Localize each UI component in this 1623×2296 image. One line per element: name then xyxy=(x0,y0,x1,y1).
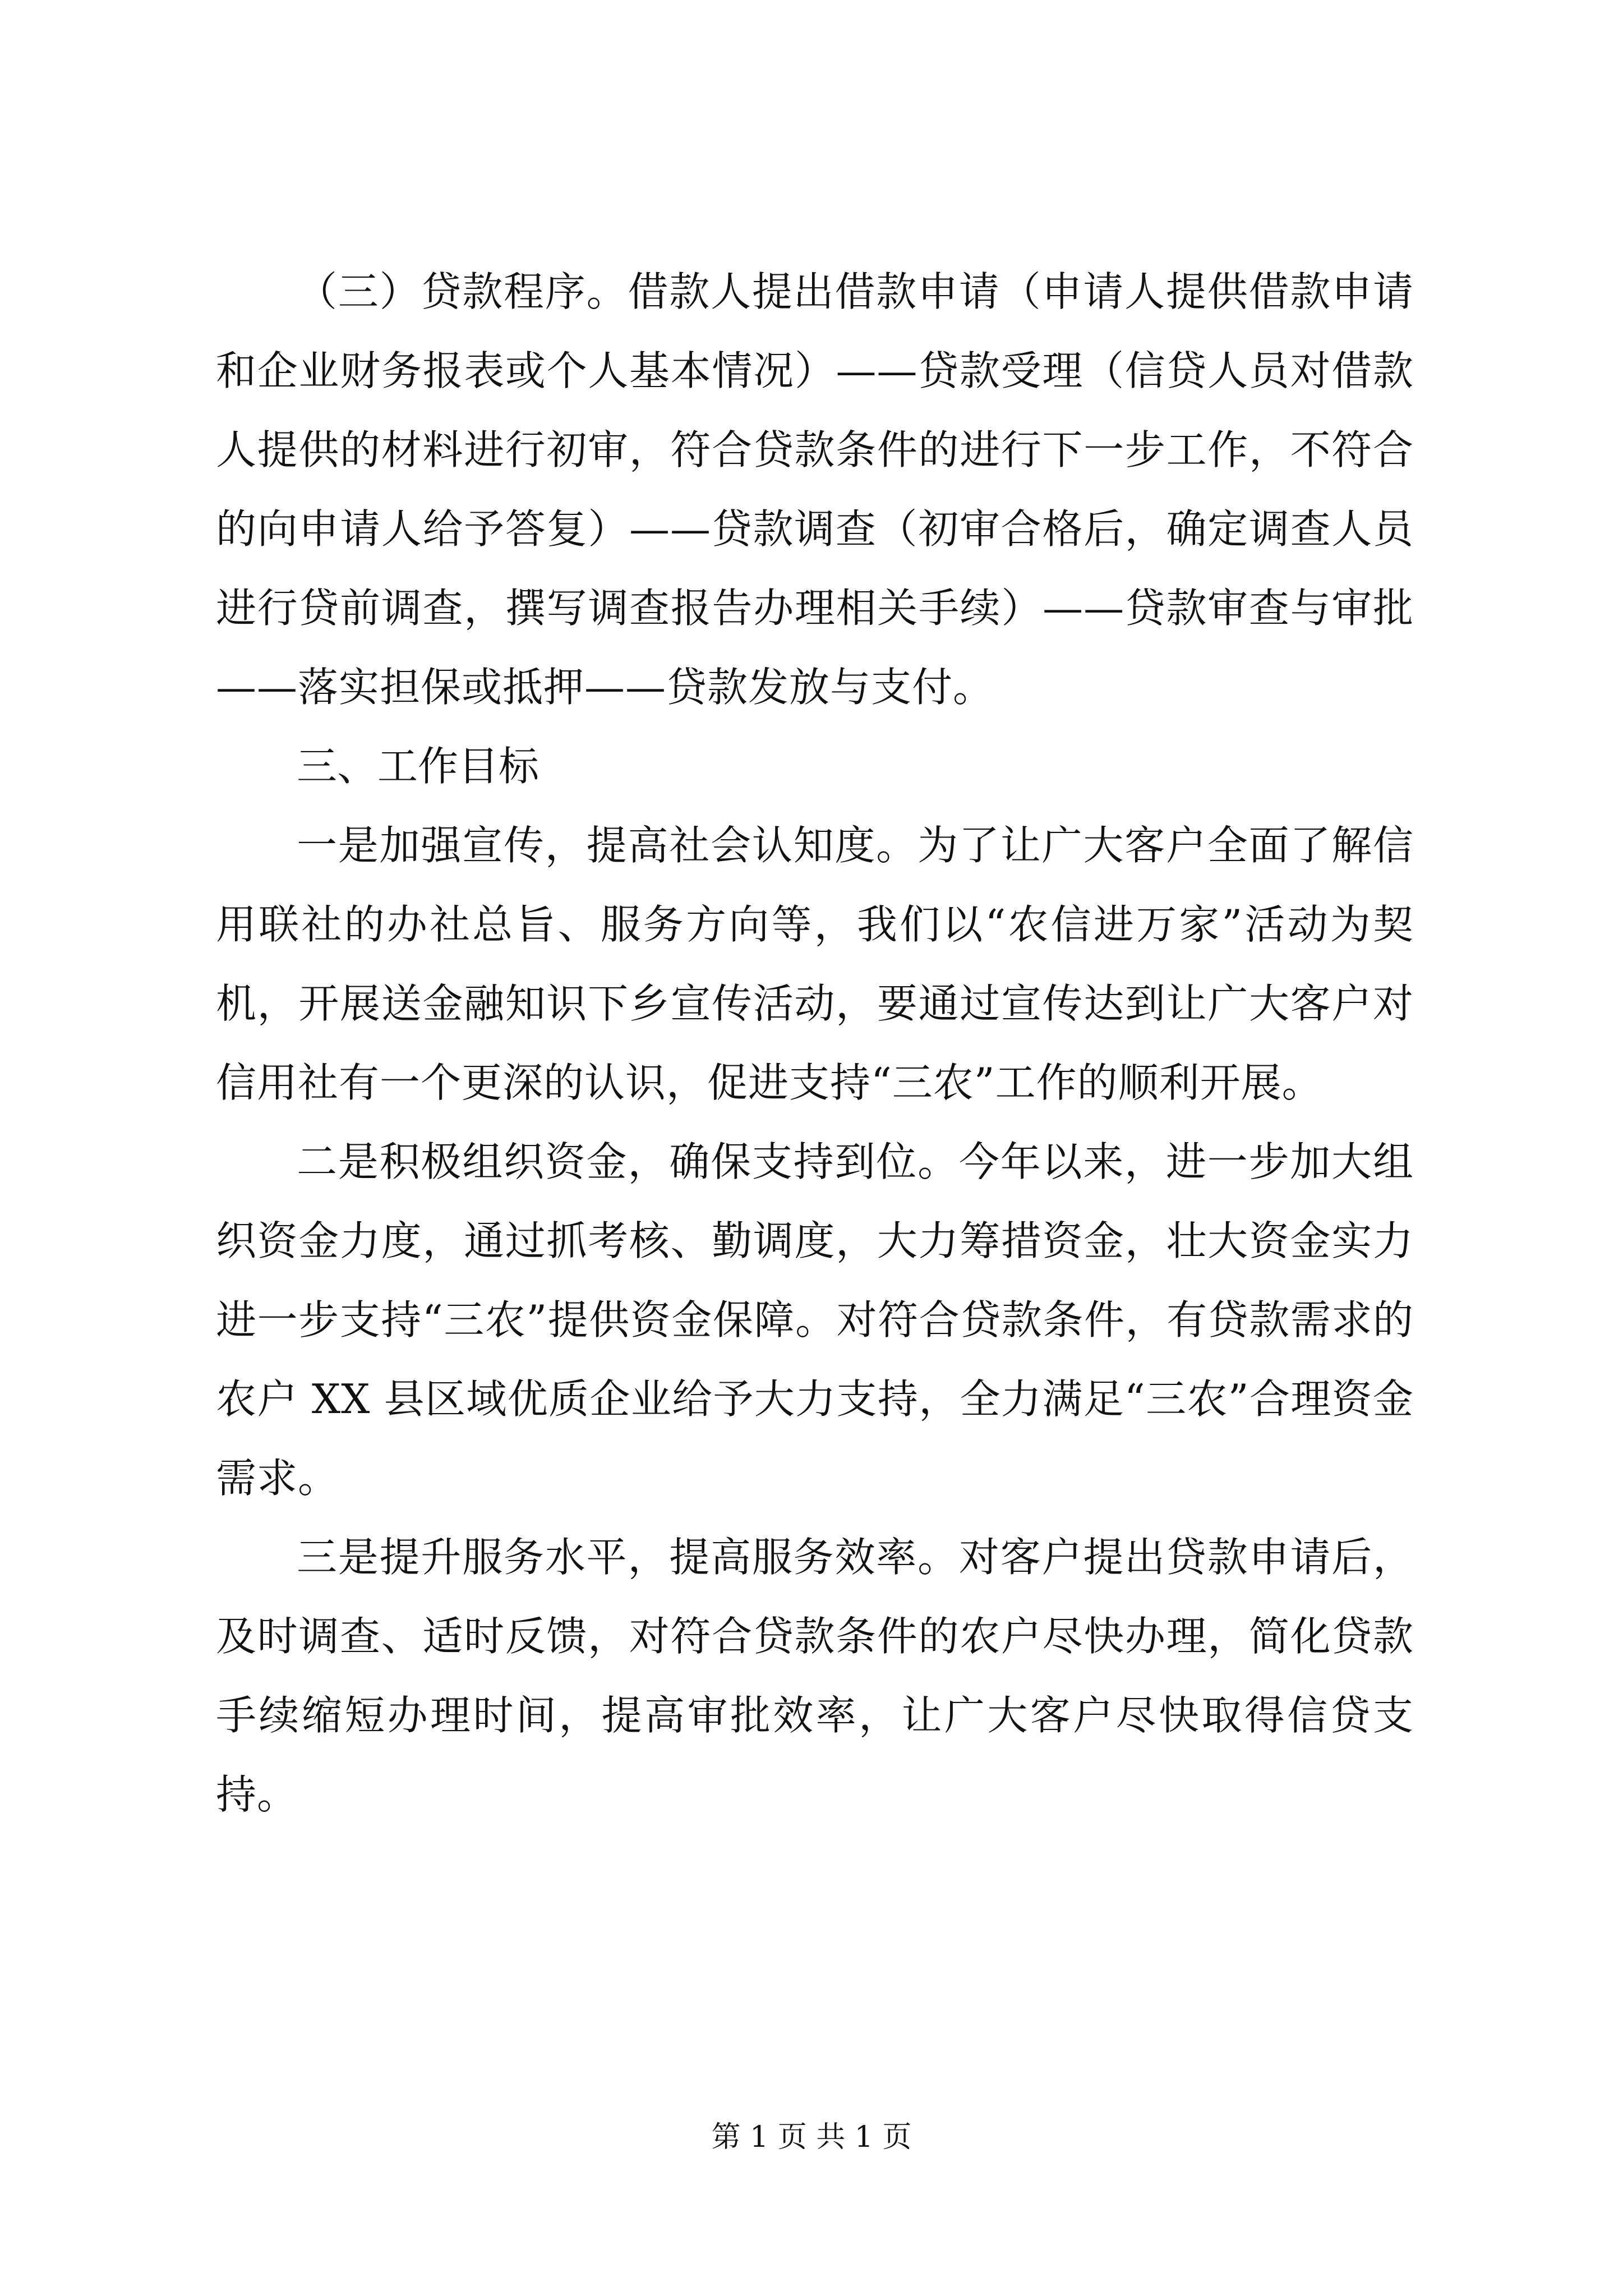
paragraph-goal-two: 二是积极组织资金，确保支持到位。今年以来，进一步加大组织资金力度，通过抓考核、勤调度，大力筹措资金，壮大资金实力进一步支持“三农”提供资金保障。对符合贷款条件，有贷款需求的农户 XX 县区域优质企业给予大力支持，全力满足“三农”合理资金需求。 xyxy=(216,1138,1414,1502)
page-footer: 第 1 页 共 1 页 xyxy=(711,2120,912,2154)
document-body xyxy=(216,252,1414,1834)
section-heading-work-goals: 三、工作目标 xyxy=(297,743,540,790)
paragraph-loan-procedure: （三）贷款程序。借款人提出借款申请（申请人提供借款申请和企业财务报表或个人基本情况）——贷款受理（信贷人员对借款人提供的材料进行初审，符合贷款条件的进行下一步工作，不符合的向申请人给予答复）——贷款调查（初审合格后，确定调查人员进行贷前调查，撰写调查报告办理相关手续）——贷款审查与审批——落实担保或抵押——贷款发放与支付。 xyxy=(216,268,1414,711)
paragraph-goal-three: 三是提升服务水平，提高服务效率。对客户提出贷款申请后，及时调查、适时反馈，对符合贷款条件的农户尽快办理，简化贷款手续缩短办理时间，提高审批效率，让广大客户尽快取得信贷支持。 xyxy=(216,1534,1414,1818)
paragraph-goal-one: 一是加强宣传，提高社会认知度。为了让广大客户全面了解信用联社的办社总旨、服务方向等，我们以“农信进万家”活动为契机，开展送金融知识下乡宣传活动，要通过宣传达到让广大客户对信用社有一个更深的认识，促进支持“三农”工作的顺利开展。 xyxy=(216,822,1414,1106)
